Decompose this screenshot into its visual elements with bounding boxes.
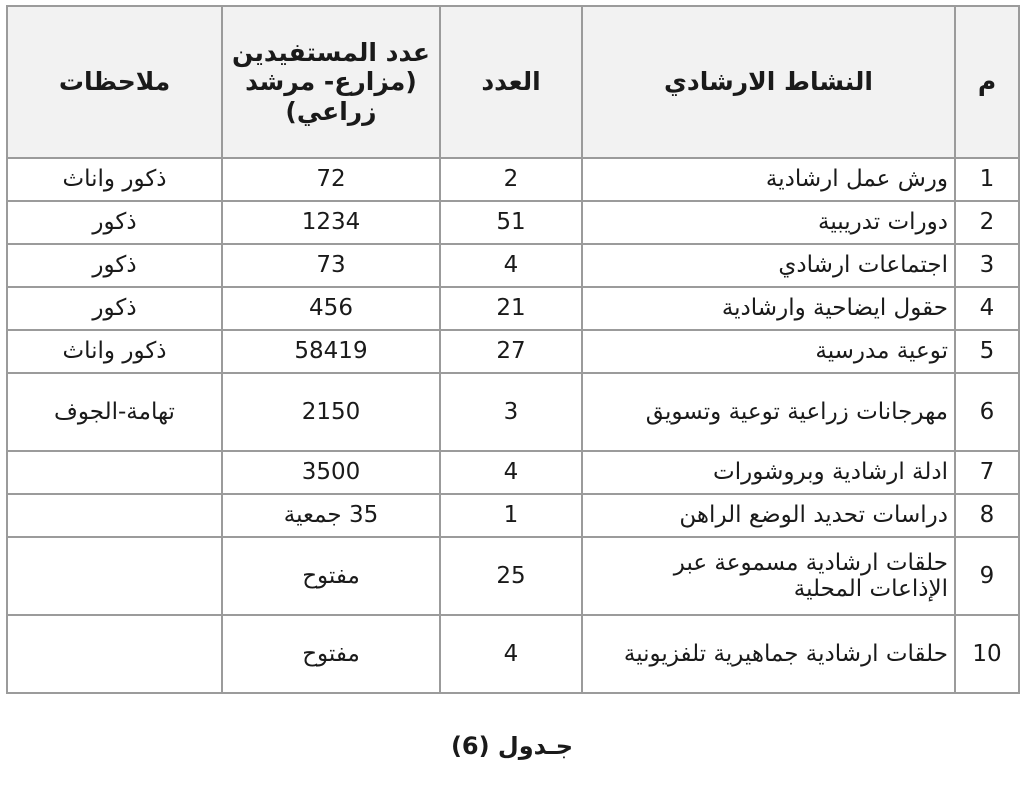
activities-table-container	[6, 5, 1018, 694]
row-count: 4	[440, 451, 582, 494]
row-beneficiaries: 35 جمعية	[222, 494, 440, 537]
row-index: 9	[955, 537, 1019, 615]
row-count: 51	[440, 201, 582, 244]
table-row	[7, 158, 1019, 201]
row-notes: ذكور واناث	[7, 330, 222, 373]
row-activity: حلقات ارشادية جماهيرية تلفزيونية	[582, 615, 955, 693]
header-activity: النشاط الارشادي	[582, 6, 955, 158]
row-activity: دورات تدريبية	[582, 201, 955, 244]
table-row	[7, 451, 1019, 494]
table-header-row	[7, 6, 1019, 158]
extension-activities-table	[6, 5, 1020, 694]
row-count: 3	[440, 373, 582, 451]
row-index: 1	[955, 158, 1019, 201]
table-row	[7, 537, 1019, 615]
row-beneficiaries: مفتوح	[222, 537, 440, 615]
row-beneficiaries: 73	[222, 244, 440, 287]
row-activity: توعية مدرسية	[582, 330, 955, 373]
table-row	[7, 615, 1019, 693]
header-beneficiaries: عدد المستفيدين (مزارع- مرشد زراعي)	[222, 6, 440, 158]
row-count: 2	[440, 158, 582, 201]
row-notes: تهامة-الجوف	[7, 373, 222, 451]
row-activity: ادلة ارشادية وبروشورات	[582, 451, 955, 494]
row-index: 8	[955, 494, 1019, 537]
row-count: 27	[440, 330, 582, 373]
table-row	[7, 494, 1019, 537]
header-notes: ملاحظات	[7, 6, 222, 158]
row-beneficiaries: مفتوح	[222, 615, 440, 693]
table-row	[7, 244, 1019, 287]
row-activity: دراسات تحديد الوضع الراهن	[582, 494, 955, 537]
row-notes	[7, 451, 222, 494]
row-index: 7	[955, 451, 1019, 494]
table-row	[7, 373, 1019, 451]
row-index: 4	[955, 287, 1019, 330]
row-count: 25	[440, 537, 582, 615]
row-index: 10	[955, 615, 1019, 693]
row-beneficiaries: 456	[222, 287, 440, 330]
row-notes	[7, 537, 222, 615]
row-beneficiaries: 3500	[222, 451, 440, 494]
row-notes: ذكور	[7, 244, 222, 287]
row-index: 3	[955, 244, 1019, 287]
row-activity: اجتماعات ارشادي	[582, 244, 955, 287]
header-index: م	[955, 6, 1019, 158]
row-notes: ذكور	[7, 201, 222, 244]
row-beneficiaries: 1234	[222, 201, 440, 244]
row-notes	[7, 494, 222, 537]
header-count: العدد	[440, 6, 582, 158]
row-beneficiaries: 58419	[222, 330, 440, 373]
row-notes	[7, 615, 222, 693]
row-count: 4	[440, 615, 582, 693]
row-activity: حلقات ارشادية مسموعة عبر الإذاعات المحلية	[582, 537, 955, 615]
row-notes: ذكور	[7, 287, 222, 330]
row-activity: مهرجانات زراعية توعية وتسويق	[582, 373, 955, 451]
row-beneficiaries: 2150	[222, 373, 440, 451]
row-activity: حقول ايضاحية وارشادية	[582, 287, 955, 330]
row-activity: ورش عمل ارشادية	[582, 158, 955, 201]
row-count: 21	[440, 287, 582, 330]
table-row	[7, 201, 1019, 244]
row-count: 4	[440, 244, 582, 287]
row-index: 2	[955, 201, 1019, 244]
table-row	[7, 287, 1019, 330]
table-caption: جـدول (6)	[450, 732, 574, 760]
table-row	[7, 330, 1019, 373]
row-beneficiaries: 72	[222, 158, 440, 201]
row-index: 6	[955, 373, 1019, 451]
row-index: 5	[955, 330, 1019, 373]
row-count: 1	[440, 494, 582, 537]
row-notes: ذكور واناث	[7, 158, 222, 201]
